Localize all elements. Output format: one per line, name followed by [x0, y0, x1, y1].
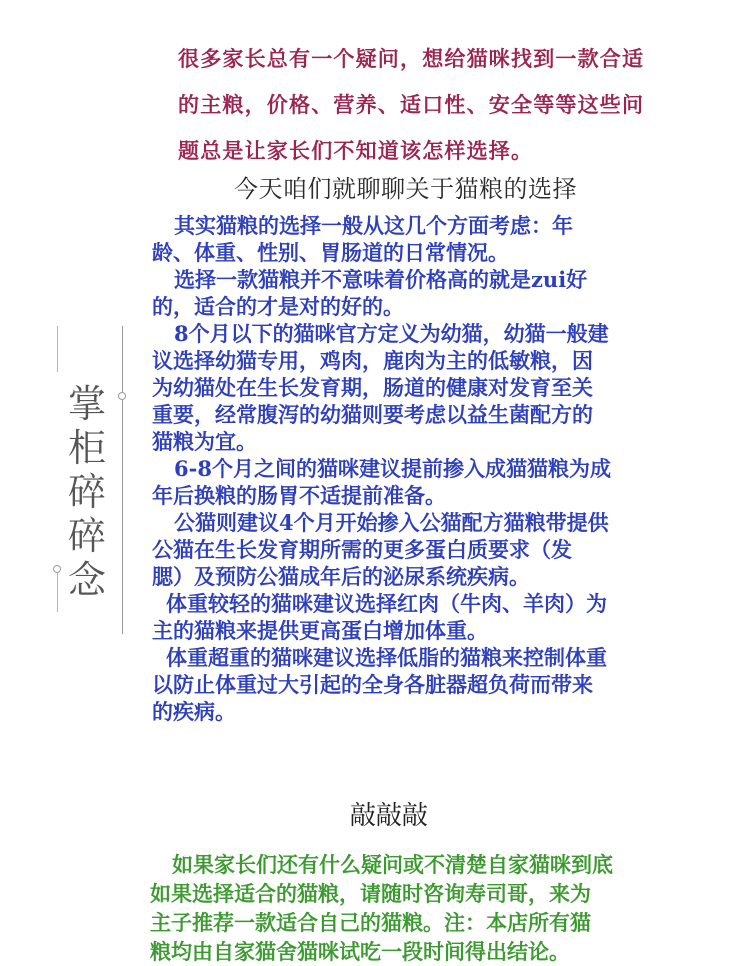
side-title-char: 碎 [67, 470, 106, 514]
side-divider-line-bottom [57, 572, 58, 612]
body-line: 年后换粮的肠胃不适提前准备。 [152, 483, 446, 508]
intro-line: 题总是让家长们不知道该怎样选择。 [178, 138, 534, 163]
body-line: 的疾病。 [152, 699, 236, 724]
body-line: 猫粮为宜。 [152, 429, 257, 454]
closing-paragraph [150, 850, 710, 966]
body-line: 的，适合的才是对的好的。 [152, 294, 404, 319]
advice-body [152, 212, 712, 725]
body-line: 其实猫粮的选择一般从这几个方面考虑：年 [174, 213, 573, 238]
divider-dot [118, 392, 126, 400]
side-divider-line [122, 326, 123, 634]
body-line: 6-8个月之间的猫咪建议提前掺入成猫猫粮为成 [174, 456, 611, 481]
side-title-char: 掌 [67, 382, 106, 426]
side-divider-line-top [57, 326, 58, 372]
knock-heading: 敲敲敲 [350, 801, 429, 831]
body-line: 龄、体重、性别、胃肠道的日常情况。 [152, 240, 509, 265]
side-title-char: 念 [67, 558, 106, 602]
intro-paragraph [178, 36, 723, 174]
body-line: 议选择幼猫专用，鸡肉，鹿肉为主的低敏粮，因 [152, 348, 593, 373]
closing-line: 主子推荐一款适合自己的猫粮。注：本店所有猫 [150, 910, 591, 935]
closing-line: 如果选择适合的猫粮，请随时咨询寿司哥，来为 [150, 881, 591, 906]
divider-dot [53, 565, 61, 573]
side-title-char: 碎 [67, 514, 106, 558]
closing-line: 如果家长们还有什么疑问或不清楚自家猫咪到底 [172, 852, 613, 877]
body-line: 以防止体重过大引起的全身各脏器超负荷而带来 [152, 672, 593, 697]
body-line: 选择一款猫粮并不意味着价格高的就是zui好 [174, 267, 588, 292]
body-line: 8个月以下的猫咪官方定义为幼猫，幼猫一般建 [174, 321, 609, 346]
body-line: 公猫则建议4个月开始掺入公猫配方猫粮带提供 [174, 510, 609, 535]
section-subtitle: 今天咱们就聊聊关于猫粮的选择 [234, 175, 577, 203]
body-line: 体重超重的猫咪建议选择低脂的猫粮来控制体重 [166, 645, 607, 670]
body-line: 公猫在生长发育期所需的更多蛋白质要求（发 [152, 537, 572, 562]
body-line: 腮）及预防公猫成年后的泌尿系统疾病。 [152, 564, 530, 589]
body-line: 重要，经常腹泻的幼猫则要考虑以益生菌配方的 [152, 402, 593, 427]
intro-line: 很多家长总有一个疑问，想给猫咪找到一款合适 [178, 46, 645, 71]
side-title-char: 柜 [67, 426, 106, 470]
intro-line: 的主粮，价格、营养、适口性、安全等等这些问 [178, 92, 645, 117]
closing-line: 粮均由自家猫舍猫咪试吃一段时间得出结论。 [150, 939, 570, 964]
body-line: 为幼猫处在生长发育期，肠道的健康对发育至关 [152, 375, 593, 400]
body-line: 体重较轻的猫咪建议选择红肉（牛肉、羊肉）为 [166, 591, 607, 616]
side-vertical-title [62, 382, 112, 602]
body-line: 主的猫粮来提供更高蛋白增加体重。 [152, 618, 488, 643]
